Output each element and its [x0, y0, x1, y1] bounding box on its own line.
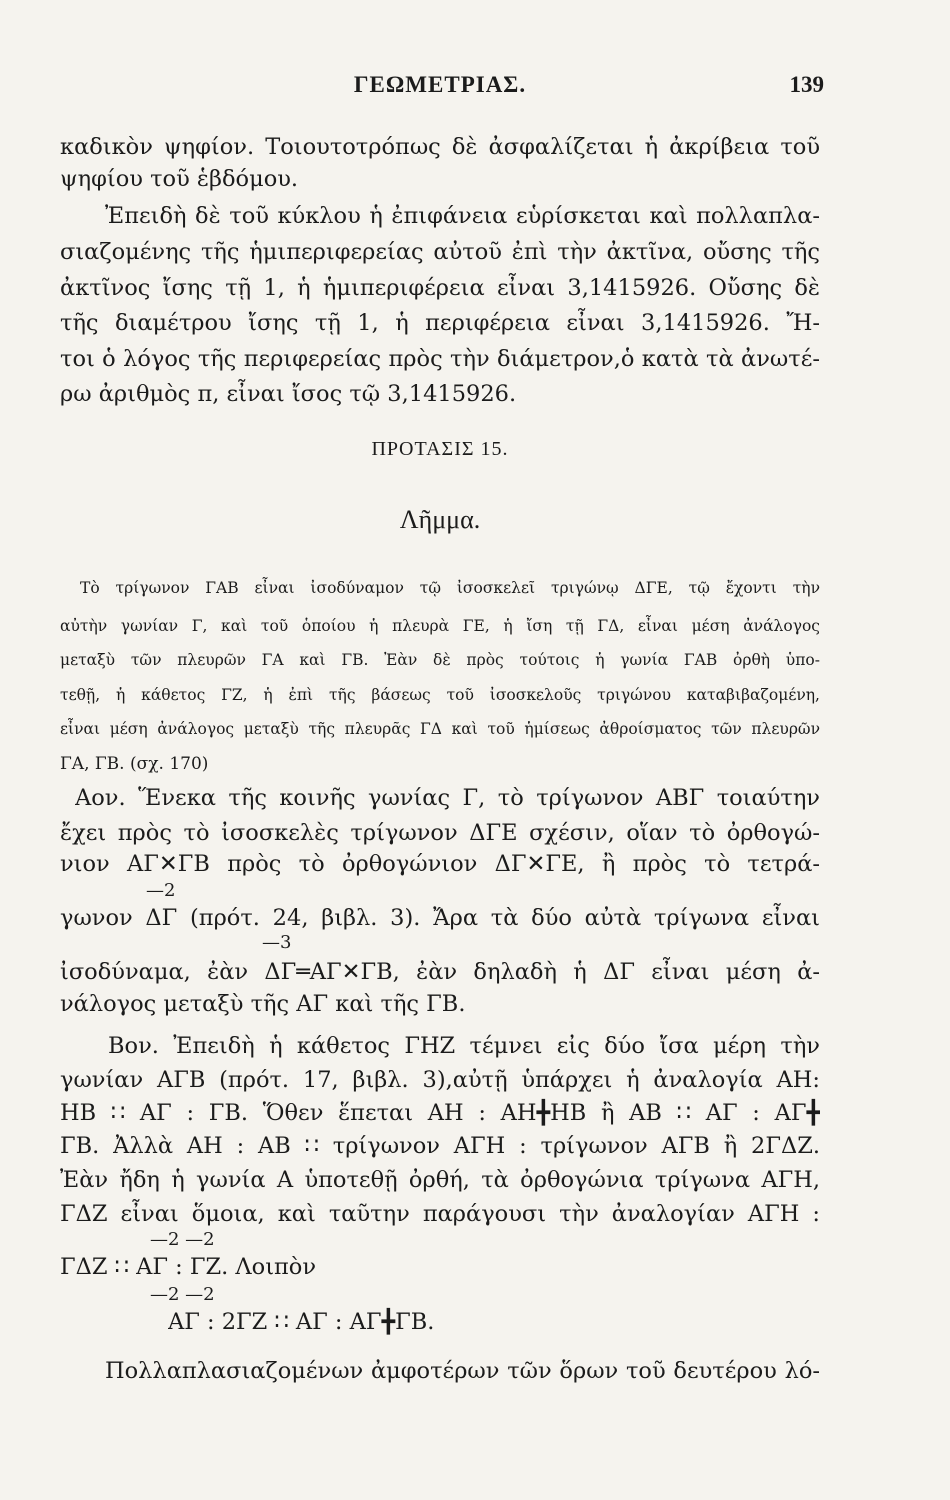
square-marks: —2 —2: [150, 1229, 215, 1250]
proof-line: ΓΔΖ εἶναι ὅμοια, καὶ ταῦτην παράγουσι τὴν ἀναλογίαν ΑΓΗ :: [60, 1201, 820, 1227]
square-marks: —2 —2: [150, 1284, 215, 1305]
proof-line: γωνον ΔΓ (πρότ. 24, βιβλ. 3). Ἄρα τὰ δύο αὐτὰ τρίγωνα εἶναι: [60, 905, 820, 931]
proof-line: ΓΒ. Ἀλλὰ ΑΗ : ΑΒ ∷ τρίγωνον ΑΓΗ : τρίγωνον ΑΓΒ ἢ 2ΓΔΖ.: [60, 1133, 820, 1159]
lemma-heading: Λῆμμα.: [399, 505, 481, 534]
running-head: ΓΕΩΜΕΤΡΙΑΣ.: [353, 72, 527, 97]
intro-line: Ἐπειδὴ δὲ τοῦ κύκλου ἡ ἐπιφάνεια εὑρίσκεται καὶ πολλαπλα-: [105, 203, 820, 229]
lemma-line: Τὸ τρίγωνον ΓΑΒ εἶναι ἰσοδύναμον τῷ ἰσοσκελεῖ τριγώνῳ ΔΓΕ, τῷ ἔχοντι τὴν: [80, 579, 820, 597]
proposition-heading: ΠΡΟΤΑΣΙΣ 15.: [371, 438, 509, 460]
lemma-line: αὐτὴν γωνίαν Γ, καὶ τοῦ ὁποίου ἡ πλευρὰ ΓΕ, ἡ ἴση τῇ ΓΔ, εἶναι μέση ἀνάλογος: [60, 617, 820, 635]
proof-line: ΑΓ : 2ΓΖ ∷ ΑΓ : ΑΓ╋ΓΒ.: [168, 1309, 435, 1335]
proof-line: γωνίαν ΑΓΒ (πρότ. 17, βιβλ. 3),αὐτῇ ὑπάρχει ἡ ἀναλογία ΑΗ:: [60, 1067, 820, 1093]
proof-line: ἔχει πρὸς τὸ ἰσοσκελὲς τρίγωνον ΔΓΕ σχέσιν, οἵαν τὸ ὀρθογώ-: [60, 820, 820, 846]
intro-line: τοι ὁ λόγος τῆς περιφερείας πρὸς τὴν διάμετρον,ὁ κατὰ τὰ ἀνωτέ-: [60, 346, 820, 372]
lemma-line: μεταξὺ τῶν πλευρῶν ΓΑ καὶ ΓΒ. Ἐὰν δὲ πρὸς τούτοις ἡ γωνία ΓΑΒ ὀρθὴ ὑπο-: [60, 651, 820, 669]
proof-line: ἰσοδύναμα, ἐὰν ΔΓ═ΑΓ✕ΓΒ, ἐὰν δηλαδὴ ἡ ΔΓ εἶναι μέση ἀ-: [60, 959, 820, 985]
intro-line: ρω ἀριθμὸς π, εἶναι ἴσος τῷ 3,1415926.: [60, 381, 517, 407]
intro-line: καδικὸν ψηφίον. Τοιουτοτρόπως δὲ ἀσφαλίζεται ἡ ἀκρίβεια τοῦ: [60, 134, 820, 160]
intro-line: σιαζομένης τῆς ἡμιπεριφερείας αὐτοῦ ἐπὶ τὴν ἀκτῖνα, οὔσης τῆς: [60, 239, 820, 265]
proof-line: νιον ΑΓ✕ΓΒ πρὸς τὸ ὀρθογώνιον ΔΓ✕ΓΕ, ἢ πρὸς τὸ τετρά-: [60, 851, 820, 877]
cube-mark: —3: [262, 932, 292, 953]
lemma-line: ΓΑ, ΓΒ. (σχ. 170): [60, 754, 209, 774]
page-number: 139: [789, 72, 824, 97]
lemma-line: εἶναι μέση ἀνάλογος μεταξὺ τῆς πλευρᾶς ΓΔ καὶ τοῦ ἡμίσεως ἀθροίσματος τῶν πλευρῶν: [60, 720, 820, 738]
proof-line: Ἐὰν ἤδη ἡ γωνία Α ὑποτεθῇ ὀρθή, τὰ ὀρθογώνια τρίγωνα ΑΓΗ,: [60, 1167, 820, 1193]
proof-line: Πολλαπλασιαζομένων ἀμφοτέρων τῶν ὅρων τοῦ δευτέρου λό-: [105, 1358, 820, 1384]
proof-line: ΗΒ ∷ ΑΓ : ΓΒ. Ὅθεν ἕπεται ΑΗ : ΑΗ╋ΗΒ ἢ ΑΒ ∷ ΑΓ : ΑΓ╋: [60, 1100, 820, 1126]
proof-line: ΓΔΖ ∷ ΑΓ : ΓΖ. Λοιπὸν: [60, 1254, 317, 1280]
intro-line: τῆς διαμέτρου ἴσης τῇ 1, ἡ περιφέρεια εἶναι 3,1415926. Ἤ-: [60, 310, 820, 336]
page-header: [60, 72, 824, 112]
square-mark: —2: [146, 880, 176, 901]
proof-line: νάλογος μεταξὺ τῆς ΑΓ καὶ τῆς ΓΒ.: [60, 991, 466, 1017]
proof-line: Αον. Ἕνεκα τῆς κοινῆς γωνίας Γ, τὸ τρίγωνον ΑΒΓ τοιαύτην: [75, 785, 820, 811]
intro-line: ψηφίου τοῦ ἑβδόμου.: [60, 166, 299, 192]
lemma-line: τεθῇ, ἡ κάθετος ΓΖ, ἡ ἐπὶ τῆς βάσεως τοῦ ἰσοσκελοῦς τριγώνου καταβιβαζομένη,: [60, 686, 820, 704]
proof-line: Βον. Ἐπειδὴ ἡ κάθετος ΓΗΖ τέμνει εἰς δύο ἴσα μέρη τὴν: [108, 1033, 820, 1059]
intro-line: ἀκτῖνος ἴσης τῇ 1, ἡ ἡμιπεριφέρεια εἶναι 3,1415926. Οὔσης δὲ: [60, 275, 820, 301]
